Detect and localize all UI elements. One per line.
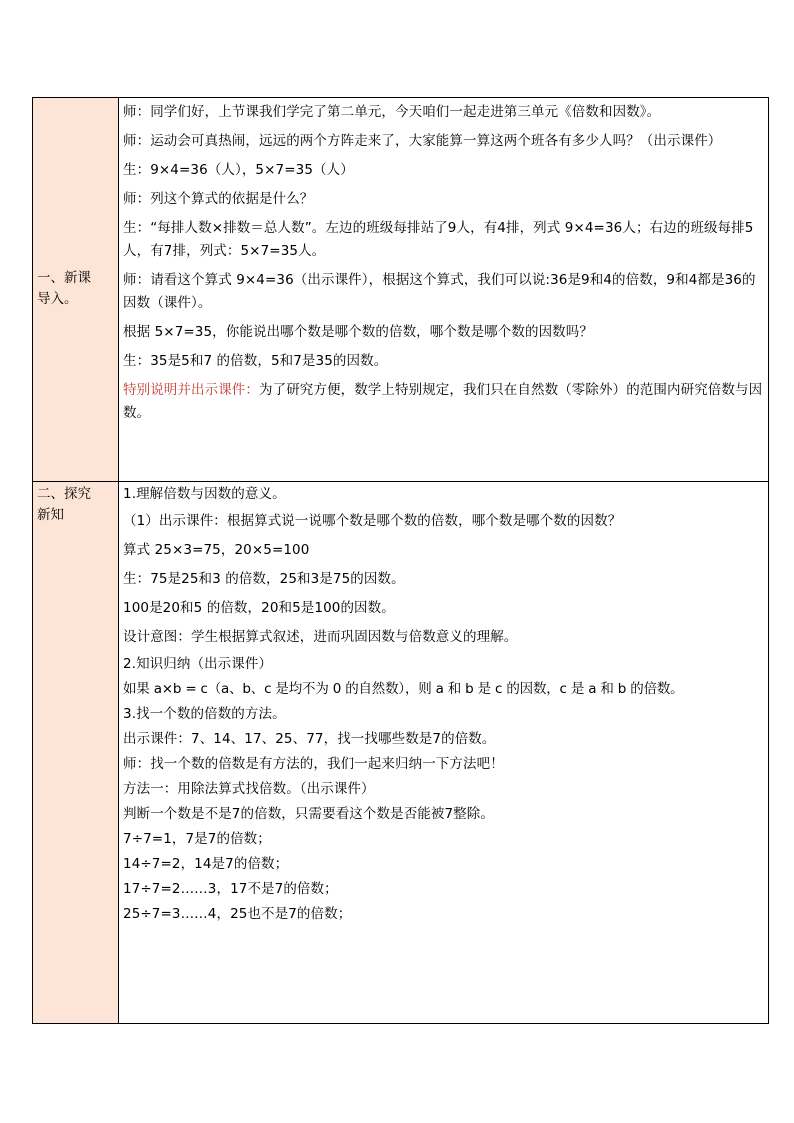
content-line: 算式 25×3=75，20×5=100	[123, 542, 310, 558]
content-line: 1.理解倍数与因数的意义。	[123, 486, 286, 502]
content-line: 师：运动会可真热闹，远远的两个方阵走来了，大家能算一算这两个班各有多少人吗？（出示课件）	[123, 133, 722, 149]
special-note-label: 特别说明并出示课件：	[123, 382, 259, 398]
content-line: 方法一：用除法算式找倍数。（出示课件）	[123, 781, 375, 797]
content-line: （1）出示课件：根据算式说一说哪个数是哪个数的倍数，哪个数是哪个数的因数？	[123, 513, 622, 529]
stage-label: 一、新课 导入。	[37, 270, 91, 307]
content-line: 生：9×4=36（人），5×7=35（人）	[123, 162, 354, 178]
content-cell-intro	[119, 98, 769, 482]
content-line: 师：同学们好，上节课我们学完了第二单元，今天咱们一起走进第三单元《倍数和因数》。	[123, 104, 661, 120]
lesson-plan-table	[32, 97, 769, 1024]
content-line: 100是20和5 的倍数，20和5是100的因数。	[123, 600, 395, 616]
special-note	[123, 376, 764, 428]
special-note-text: 为了研究方便，数学上特别规定，我们只在自然数（零除外）的范围内研究倍数与因数。	[123, 382, 763, 421]
content-line: 14÷7=2，14是7的倍数；	[123, 856, 289, 872]
content-line: 如果 a×b = c（a、b、c 是均不为 0 的自然数），则 a 和 b 是 c 的因数，c 是 a 和 b 的倍数。	[123, 681, 684, 697]
content-line: 师：列这个算式的依据是什么？	[123, 191, 314, 207]
content-line: 师：请看这个算式 9×4=36（出示课件），根据这个算式，我们可以说:36是9和4的倍数，9和4都是36的因数（课件）。	[123, 272, 756, 311]
stage-cell-intro	[33, 98, 119, 482]
content-line: 设计意图：学生根据算式叙述，进而巩固因数与倍数意义的理解。	[123, 629, 518, 645]
content-line: 师：找一个数的倍数是有方法的，我们一起来归纳一下方法吧！	[123, 756, 504, 772]
content-line: 判断一个数是不是7的倍数，只需要看这个数是否能被7整除。	[123, 806, 494, 822]
content-line: 2.知识归纳（出示课件）	[123, 656, 273, 672]
content-line: 根据 5×7=35，你能说出哪个数是哪个数的倍数，哪个数是哪个数的因数吗？	[123, 324, 593, 340]
stage-label: 二、探究 新知	[37, 486, 91, 523]
content-line: 生：35是5和7 的倍数，5和7是35的因数。	[123, 353, 388, 369]
content-line: 3.找一个数的倍数的方法。	[123, 706, 286, 722]
content-line: 生：“每排人数×排数＝总人数”。左边的班级每排站了9人，有4排，列式 9×4=36人；右边的班级每排5人，有7排，列式：5×7=35人。	[123, 220, 754, 259]
content-cell-explore	[119, 482, 769, 1024]
content-line: 17÷7=2……3，17不是7的倍数；	[123, 881, 338, 897]
content-line: 生：75是25和3 的倍数，25和3是75的因数。	[123, 571, 405, 587]
section-row-intro	[33, 98, 769, 482]
content-line: 7÷7=1，7是7的倍数；	[123, 831, 271, 847]
content-line: 25÷7=3……4，25也不是7的倍数；	[123, 906, 352, 922]
content-line: 出示课件：7、14、17、25、77，找一找哪些数是7的倍数。	[123, 731, 496, 747]
section-row-explore	[33, 482, 769, 1024]
stage-cell-explore	[33, 482, 119, 1024]
